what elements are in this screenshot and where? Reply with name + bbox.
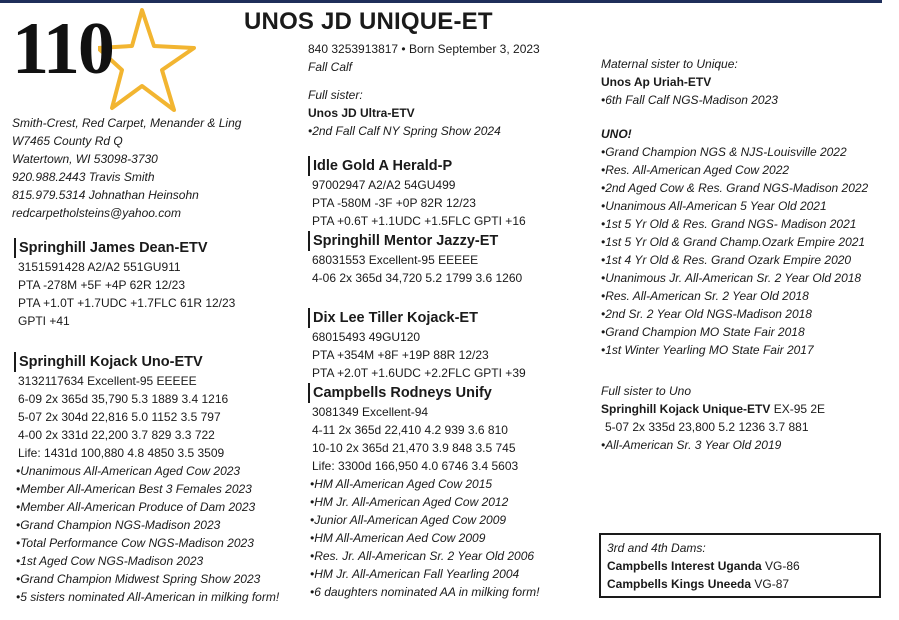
sire-line: 3151591428 A2/A2 551GU911	[18, 260, 181, 274]
uno-honor: •1st 5 Yr Old & Grand Champ.Ozark Empire 2021	[601, 235, 866, 249]
uno-honor: •Res. All-American Aged Cow 2022	[601, 163, 790, 177]
sire-of-sire-name: Idle Gold A Herald-P	[308, 156, 526, 176]
sire-block	[14, 238, 235, 330]
full-sister-uno-title	[601, 400, 825, 418]
full-sister-uno-record: 5-07 2x 335d 23,800 5.2 1236 3.7 881	[605, 420, 809, 434]
full-sister-label: Full sister:	[308, 88, 363, 102]
calf-class: Fall Calf	[308, 60, 353, 74]
maternal-sister-block	[601, 55, 778, 109]
dam-honor: •Grand Champion Midwest Spring Show 2023	[16, 572, 261, 586]
uno-honor: •Grand Champion MO State Fair 2018	[601, 325, 805, 339]
dam-honor: •Grand Champion NGS-Madison 2023	[16, 518, 221, 532]
uno-honor: •2nd Sr. 2 Year Old NGS-Madison 2018	[601, 307, 812, 321]
dam-record: 5-07 2x 304d 22,816 5.0 1152 3.5 797	[18, 410, 221, 424]
dam-of-dam-honor: •Junior All-American Aged Cow 2009	[310, 513, 507, 527]
dam-of-dam-honor: •HM Jr. All-American Fall Yearling 2004	[310, 567, 520, 581]
dam-of-dam-honor: •6 daughters nominated AA in milking form!	[310, 585, 540, 599]
full-sister-block	[308, 86, 501, 140]
sire-of-dam-block	[308, 308, 526, 382]
top-rule	[0, 0, 882, 3]
calf-info	[308, 40, 540, 76]
dam-honor: •Member All-American Produce of Dam 2023	[16, 500, 256, 514]
registration-line: 840 3253913817 • Born September 3, 2023	[308, 42, 540, 56]
sire-of-dam-line: PTA +354M +8F +19P 88R 12/23	[312, 348, 489, 362]
sire-name: Springhill James Dean-ETV	[14, 238, 235, 258]
full-sister-uno-name: Springhill Kojack Unique-ETV	[601, 402, 771, 416]
maternal-sister-name: Unos Ap Uriah-ETV	[601, 75, 712, 89]
sire-line: GPTI +41	[18, 314, 70, 328]
full-sister-uno-block	[601, 382, 825, 454]
full-sister-honor: •2nd Fall Calf NY Spring Show 2024	[308, 124, 501, 138]
dam-of-dam-honor: •HM All-American Aged Cow 2015	[310, 477, 493, 491]
dam-of-dam-name: Campbells Rodneys Unify	[308, 383, 539, 403]
fourth-dam-score: VG-87	[751, 577, 790, 591]
full-sister-name: Unos JD Ultra-ETV	[308, 106, 415, 120]
dam-of-dam-line: 3081349 Excellent-94	[312, 405, 429, 419]
dam-of-dam-record: Life: 3300d 166,950 4.0 6746 3.4 5603	[312, 459, 519, 473]
uno-honor: •Unanimous Jr. All-American Sr. 2 Year Old 2018	[601, 271, 862, 285]
dam-record: Life: 1431d 100,880 4.8 4850 3.5 3509	[18, 446, 225, 460]
uno-block	[601, 125, 868, 359]
dam-honor: •Unanimous All-American Aged Cow 2023	[16, 464, 241, 478]
dam-of-dam-block	[308, 383, 539, 601]
fourth-dam-name: Campbells Kings Uneeda	[607, 577, 752, 591]
uno-honor: •Res. All-American Sr. 2 Year Old 2018	[601, 289, 809, 303]
maternal-sister-honor: •6th Fall Calf NGS-Madison 2023	[601, 93, 778, 107]
consignor-line: Watertown, WI 53098-3730	[12, 152, 158, 166]
dam-honor: •Member All-American Best 3 Females 2023	[16, 482, 252, 496]
third-dam-name: Campbells Interest Uganda	[607, 559, 762, 573]
dam-of-sire-record: 4-06 2x 365d 34,720 5.2 1799 3.6 1260	[312, 271, 523, 285]
sire-of-sire-line: PTA +0.6T +1.1UDC +1.5FLC GPTI +16	[312, 214, 526, 228]
dam-honor: •Total Performance Cow NGS-Madison 2023	[16, 536, 254, 550]
dam-name: Springhill Kojack Uno-ETV	[14, 352, 279, 372]
uno-honor: •1st Winter Yearling MO State Fair 2017	[601, 343, 814, 357]
dam-honor: •5 sisters nominated All-American in milking form!	[16, 590, 280, 604]
sire-of-dam-line: PTA +2.0T +1.6UDC +2.2FLC GPTI +39	[312, 366, 526, 380]
dam-of-sire-name: Springhill Mentor Jazzy-ET	[308, 231, 522, 251]
dam-of-dam-honor: •HM Jr. All-American Aged Cow 2012	[310, 495, 509, 509]
dam-line: 3132117634 Excellent-95 EEEEE	[18, 374, 197, 388]
uno-honor: •1st 4 Yr Old & Res. Grand Ozark Empire 2020	[601, 253, 852, 267]
fourth-dam	[607, 575, 873, 593]
sire-of-dam-name: Dix Lee Tiller Kojack-ET	[308, 308, 526, 328]
dam-of-dam-honor: •HM All-American Aed Cow 2009	[310, 531, 486, 545]
third-dam-score: VG-86	[761, 559, 800, 573]
sire-of-sire-block	[308, 156, 526, 230]
full-sister-uno-score: EX-95 2E	[770, 402, 826, 416]
sire-line: PTA +1.0T +1.7UDC +1.7FLC 61R 12/23	[18, 296, 236, 310]
sire-of-sire-line: 97002947 A2/A2 54GU499	[312, 178, 456, 192]
consignor-line: W7465 County Rd Q	[12, 134, 123, 148]
dam-honor: •1st Aged Cow NGS-Madison 2023	[16, 554, 204, 568]
maternal-sister-label: Maternal sister to Unique:	[601, 57, 738, 71]
uno-honor: •Grand Champion NGS & NJS-Louisville 2022	[601, 145, 847, 159]
sire-of-dam-line: 68015493 49GU120	[312, 330, 421, 344]
dam-record: 4-00 2x 331d 22,200 3.7 829 3.3 722	[18, 428, 215, 442]
lot-number: 110	[12, 8, 113, 90]
dams-box-label: 3rd and 4th Dams:	[607, 541, 706, 555]
uno-honor: •2nd Aged Cow & Res. Grand NGS-Madison 2022	[601, 181, 869, 195]
dam-of-sire-block	[308, 231, 522, 287]
uno-honor: •1st 5 Yr Old & Res. Grand NGS- Madison 2021	[601, 217, 857, 231]
consignor-line: 920.988.2443 Travis Smith	[12, 170, 155, 184]
consignor-info	[12, 114, 241, 222]
consignor-line: 815.979.5314 Johnathan Heinsohn	[12, 188, 199, 202]
sire-line: PTA -278M +5F +4P 62R 12/23	[18, 278, 185, 292]
dam-of-sire-line: 68031553 Excellent-95 EEEEE	[312, 253, 479, 267]
dam-block	[14, 352, 279, 606]
dam-of-dam-record: 10-10 2x 365d 21,470 3.9 848 3.5 745	[312, 441, 516, 455]
page-title: UNOS JD UNIQUE-ET	[244, 8, 493, 35]
third-dam	[607, 557, 873, 575]
third-fourth-dams-box	[599, 533, 881, 598]
uno-honor: •Unanimous All-American 5 Year Old 2021	[601, 199, 827, 213]
star-icon	[98, 4, 198, 116]
dam-of-dam-record: 4-11 2x 365d 22,410 4.2 939 3.6 810	[312, 423, 508, 437]
dam-of-dam-honor: •Res. Jr. All-American Sr. 2 Year Old 2006	[310, 549, 535, 563]
sire-of-sire-line: PTA -580M -3F +0P 82R 12/23	[312, 196, 476, 210]
dam-record: 6-09 2x 365d 35,790 5.3 1889 3.4 1216	[18, 392, 229, 406]
full-sister-uno-honor: •All-American Sr. 3 Year Old 2019	[601, 438, 782, 452]
consignor-email: redcarpetholsteins@yahoo.com	[12, 206, 181, 220]
uno-label: UNO!	[601, 127, 632, 141]
full-sister-uno-label: Full sister to Uno	[601, 384, 692, 398]
consignor-line: Smith-Crest, Red Carpet, Menander & Ling	[12, 116, 242, 130]
